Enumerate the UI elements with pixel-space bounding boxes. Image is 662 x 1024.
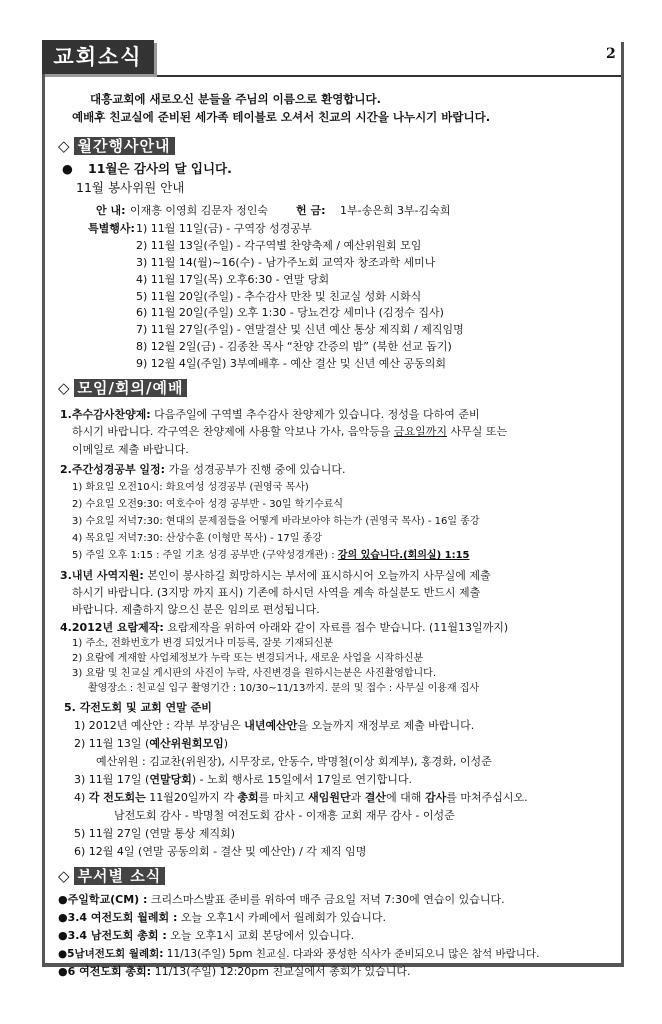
top-rule [42,75,624,77]
event-item: 3) 11월 14(월)~16(수) - 남가주노회 교역자 창조과학 세미나 [136,256,436,269]
year-end-item: 3) 11월 17일 (연말당회) - 노회 행사로 15일에서 17일로 연기합니다. [74,773,412,786]
year-end-item: 5) 11월 27일 (연말 통상 제직회) [74,827,235,840]
department-item: ●주일학교(CM) : 크리스마스발표 준비를 위하여 매주 금요일 저녁 7:30에 연습이 있습니다. [58,893,505,906]
page-title: 교회소식 [42,40,154,74]
year-end-item: 1) 2012년 예산안 : 각부 부장님은 내년예산안을 오늘까지 재정부로 제출 바랍니다. [74,719,475,732]
meeting-item-4: 4.2012년 요람제작: 요람제작을 위하여 아래와 같이 자료를 접수 받습니다. (11월13일까지) [60,621,509,634]
meeting-item-1-line2: 하시기 바랍니다. 각구역은 찬양제에 사용할 악보나 가사, 음악등을 금요일까지 사무실 또는 [72,425,508,438]
meeting-item-3-line2: 하시기 바랍니다. (3지망 까지 표시) 기존에 하시던 사역을 계속 하실분도 반드시 제출 [72,586,481,599]
meeting-item-1: 1.추수감사찬양제: 다음주일에 구역별 추수감사 찬양제가 있습니다. 정성을 다하여 준비 [60,408,480,421]
yearbook-item: 1) 주소, 전화번호가 변경 되었거나 미등록, 잘못 기재되신분 [72,638,334,649]
meeting-item-1-line3: 이메일로 제출 바랍니다. [72,443,189,456]
diamond-icon: ◇ [58,867,70,885]
yearbook-item: 3) 요람 및 친교실 게시판의 사진이 누락, 사진변경을 원하시는분은 사진촬영합니다. [72,668,437,679]
page-number: 2 [606,46,616,62]
event-item: 9) 12월 4일(주일) 3부예배후 - 예산 결산 및 신년 예산 공동의회 [136,357,446,370]
right-border [621,42,624,967]
event-item: 7) 11월 27일(주일) - 연말결산 및 신년 예산 통상 제직회 / 제직임명 [136,323,464,336]
meetings-heading: ◇ 모임/회의/예배 [58,378,187,398]
event-item: 1) 11월 11일(금) - 구역장 성경공부 [136,222,312,235]
budget-members: 예산위원 : 김교찬(위원장), 시무장로, 안동수, 박명철(이상 회계부), 홍경화, 이성준 [96,755,492,768]
department-item: ●6 여전도회 총회: 11/13(주일) 12:20pm 친교실에서 총회가 있습니다. [58,965,411,978]
bible-study-item: 2) 수요일 오전9:30: 여호수아 성경 공부반 - 30일 학기수료식 [72,499,344,510]
meeting-item-3: 3.내년 사역지원: 본인이 봉사하길 희망하시는 부서에 표시하시어 오늘까지 사무실에 제출 [60,569,491,582]
offering-label: 헌 금: [296,204,326,217]
event-item: 2) 11월 13일(주일) - 각구역별 찬양축제 / 예산위원회 모임 [136,239,422,252]
departments-heading: ◇ 부서별 소식 [58,866,165,886]
auditors: 남전도회 감사 - 박명철 여전도회 감사 - 이재흥 교회 재무 감사 - 이성준 [114,809,455,822]
welcome-line-1: 대흥교회에 새로오신 분들을 주님의 이름으로 환영합니다. [90,92,382,106]
bible-study-item: 4) 목요일 저녁7:30: 산상수훈 (이형만 목사) - 17일 종강 [72,533,322,544]
photo-schedule: 촬영장소 : 친교실 입구 촬영기간 : 10/30~11/13까지. 문의 및 접수 : 사무실 이용재 집사 [88,683,480,694]
department-item: ●5남녀전도회 월례회: 11/13(주일) 5pm 친교실. 다과와 풍성한 식사가 준비되오니 많은 참석 바랍니다. [58,948,540,960]
year-end-item: 4) 각 전도회는 11월20일까지 각 총회를 마치고 새임원단과 결산에 대해 감사를 마쳐주십시오. [74,791,528,804]
event-item: 8) 12월 2일(금) - 김종찬 목사 “찬양 간증의 밤” (북한 선교 돕기) [136,340,452,353]
meeting-item-3-line3: 바랍니다. 제출하지 않으신 분은 임의로 편성됩니다. [72,603,320,616]
monthly-heading: ◇ 월간행사안내 [58,136,175,156]
diamond-icon: ◇ [58,137,70,155]
department-item: ●3.4 남전도회 총회 : 오늘 오후1시 교회 본당에서 있습니다. [58,929,355,942]
bullet-icon: ● [62,161,73,176]
year-end-item: 6) 12월 4일 (연말 공동의회 - 결산 및 예산안) / 각 제직 임명 [74,845,367,858]
bible-study-item: 1) 화요일 오전10시: 화요여성 성경공부 (권영국 목사) [72,482,309,493]
bible-study-item: 3) 수요일 저녁7:30: 현대의 문제점들을 어떻게 바라보아야 하는가 (권영국 목사) - 16일 종강 [72,516,480,527]
event-item: 5) 11월 20일(주일) - 추수감사 만찬 및 친교실 성화 시화식 [136,290,422,303]
year-end-item: 2) 11월 13일 (예산위원회모임) [74,737,229,750]
left-border [42,42,45,967]
meeting-item-2: 2.주간성경공부 일정: 가을 성경공부가 진행 중에 있습니다. [60,463,346,476]
diamond-icon: ◇ [58,379,70,397]
volunteer-title: 11월 봉사위원 안내 [76,180,185,195]
department-item: ●3.4 여전도회 월례회 : 오늘 오후1시 카페에서 월례회가 있습니다. [58,911,386,924]
events-label: 특별행사: [88,222,135,235]
yearbook-item: 2) 요람에 게재할 사업체정보가 누락 또는 변경되거나, 새로운 사업을 시작하신분 [72,653,424,664]
welcome-line-2: 예배후 친교실에 준비된 세가족 테이블로 오셔서 친교의 시간을 나누시기 바랍니다. [72,110,491,124]
offering-names: 1부-송은희 3부-김숙희 [340,204,451,217]
meeting-item-5: 5. 각전도회 및 교회 연말 준비 [64,701,212,714]
guide-label: 안 내: [96,204,126,217]
event-item: 6) 11월 20일(주일) 오후 1:30 - 당뇨건강 세미나 (김정수 집사) [136,306,444,319]
bible-study-item: 5) 주일 오후 1:15 : 주일 기초 성경 공부반 (구약성경개관) : 강의 있습니다.(회의실) 1:15 [72,550,470,561]
event-item: 4) 11월 17일(목) 오후6:30 - 연말 당회 [136,273,330,286]
guide-names: 이재흥 이영희 김문자 정인숙 [130,204,269,217]
thanks-month: 11월은 감사의 달 입니다. [88,161,232,176]
